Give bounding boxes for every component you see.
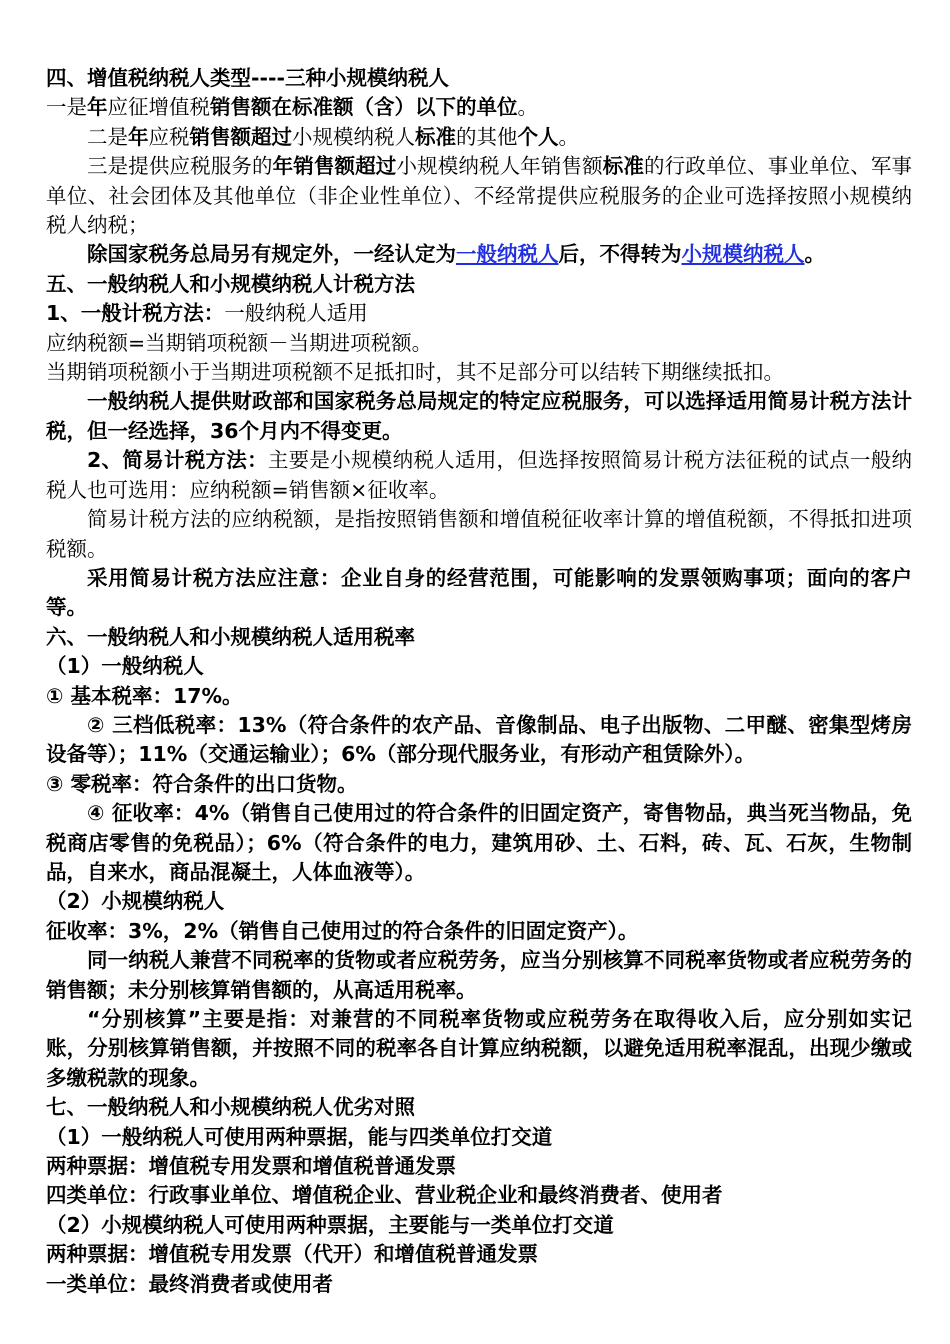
separate-accounting: “分别核算”主要是指：对兼营的不同税率货物或应税劳务在取得收入后，应分别如实记账，分别核算销售额，并按照不同的税率各自计算应纳税额，以避免适用税率混乱，出现少缴或多缴税款的现象。 (46, 1007, 912, 1090)
sec4-item-2 (46, 123, 912, 152)
method-1-label: 1、一般计税方法： (46, 301, 225, 326)
text-run-bold: 年 (87, 95, 108, 120)
simple-definition: 简易计税方法的应纳税额，是指按照销售额和增值税征收率计算的增值税额，不得抵扣进项税额。 (46, 507, 912, 561)
sec6-sub-1: （1）一般纳税人 (46, 654, 204, 679)
sec4-item-1 (46, 93, 912, 122)
method-2 (46, 446, 912, 505)
text-run: 的其他 (456, 124, 518, 149)
text-run: 小规模纳税人年销售额 (396, 154, 603, 179)
text-run: 三是提供应税服务的 (87, 154, 273, 179)
rate-1: ① 基本税率：17%。 (46, 683, 243, 708)
sec4-note (46, 240, 912, 269)
method-2-label: 2、简易计税方法： (87, 448, 268, 473)
small-invoices: 两种票据：增值税专用发票（代开）和增值税普通发票 (46, 1242, 538, 1267)
sec7-sub-2: （2）小规模纳税人可使用两种票据，主要能与一类单位打交道 (46, 1212, 614, 1237)
rate-3: ③ 零税率：符合条件的出口货物。 (46, 771, 358, 796)
sec4-item-3 (46, 152, 912, 240)
text-run: 。 (804, 242, 825, 267)
sec7-sub-1: （1）一般纳税人可使用两种票据，能与四类单位打交道 (46, 1124, 553, 1149)
simple-note: 采用简易计税方法应注意：企业自身的经营范围，可能影响的发票领购事项；面向的客户等。 (46, 565, 912, 620)
link-general-taxpayer[interactable]: 一般纳税人 (456, 242, 559, 267)
text-run-bold: 标准 (602, 154, 644, 179)
text-run: 后，不得转为 (558, 242, 682, 267)
mixed-operation: 同一纳税人兼营不同税率的货物或者应税劳务，应当分别核算不同税率货物或者应税劳务的销售额；未分别核算销售额的，从高适用税率。 (46, 948, 912, 1002)
text-run: 。 (517, 95, 538, 120)
text-run: 。 (558, 124, 579, 149)
text-run: 二是 (87, 124, 128, 149)
small-rate: 征收率：3%，2%（销售自己使用过的符合条件的旧固定资产）。 (46, 918, 639, 943)
text-run: 的行政单位、事业单位、军事单位、社会团体及其他单位（非企业性单位）、不经常提供应税服务的企业可选择按照小规模纳税人纳税； (46, 154, 913, 238)
text-run: 除国家税务总局另有规定外，一经认定为 (87, 242, 456, 267)
method-1 (46, 299, 912, 328)
link-small-taxpayer[interactable]: 小规模纳税人 (681, 242, 805, 267)
section-6-title: 六、一般纳税人和小规模纳税人适用税率 (46, 624, 415, 649)
text-run-bold: 个人 (517, 124, 559, 149)
section-5-title: 五、一般纳税人和小规模纳税人计税方法 (46, 271, 415, 296)
choice-rule: 一般纳税人提供财政部和国家税务总局规定的特定应税服务，可以选择适用简易计税方法计税，但一经选择，36个月内不得变更。 (46, 389, 912, 443)
text-run: 小规模纳税人 (292, 124, 415, 149)
text-run: 应税 (148, 124, 190, 149)
general-units: 四类单位：行政事业单位、增值税企业、营业税企业和最终消费者、使用者 (46, 1183, 723, 1208)
text-run-bold: 销售额超过 (189, 124, 292, 149)
small-units: 一类单位：最终消费者或使用者 (46, 1271, 333, 1296)
formula: 应纳税额=当期销项税额－当期进项税额。 (46, 330, 433, 355)
document-body (46, 64, 912, 1299)
text-run-bold: 销售额在标准额（含）以下的单位 (210, 95, 518, 120)
text-run-bold: 年销售额超过 (272, 154, 397, 179)
rate-2: ② 三档低税率：13%（符合条件的农产品、音像制品、电子出版物、二甲醚、密集型烤房设备等）；11%（交通运输业）；6%（部分现代服务业，有形动产租赁除外）。 (46, 712, 912, 767)
section-7-title: 七、一般纳税人和小规模纳税人优劣对照 (46, 1095, 415, 1120)
section-4-title: 四、增值税纳税人类型----三种小规模纳税人 (46, 66, 450, 90)
text-run: 一是 (46, 95, 87, 120)
general-invoices: 两种票据：增值税专用发票和增值税普通发票 (46, 1154, 456, 1179)
text-run-bold: 标准 (415, 124, 456, 149)
method-2-text: 主要是小规模纳税人适用，但选择按照简易计税方法征税的试点一般纳税人也可选用：应纳税额=销售额×征收率。 (46, 448, 912, 502)
text-run-bold: 年 (128, 124, 149, 149)
carry-forward: 当期销项税额小于当期进项税额不足抵扣时，其不足部分可以结转下期继续抵扣。 (46, 360, 784, 385)
sec6-sub-2: （2）小规模纳税人 (46, 889, 225, 914)
rate-4: ④ 征收率：4%（销售自己使用过的符合条件的旧固定资产，寄售物品，典当死当物品，免税商店零售的免税品）；6%（符合条件的电力，建筑用砂、土、石料，砖、瓦、石灰，生物制品，自来水，商品混凝土，人体血液等）。 (46, 801, 912, 884)
method-1-text: 一般纳税人适用 (224, 301, 368, 326)
text-run: 应征增值税 (107, 95, 210, 120)
